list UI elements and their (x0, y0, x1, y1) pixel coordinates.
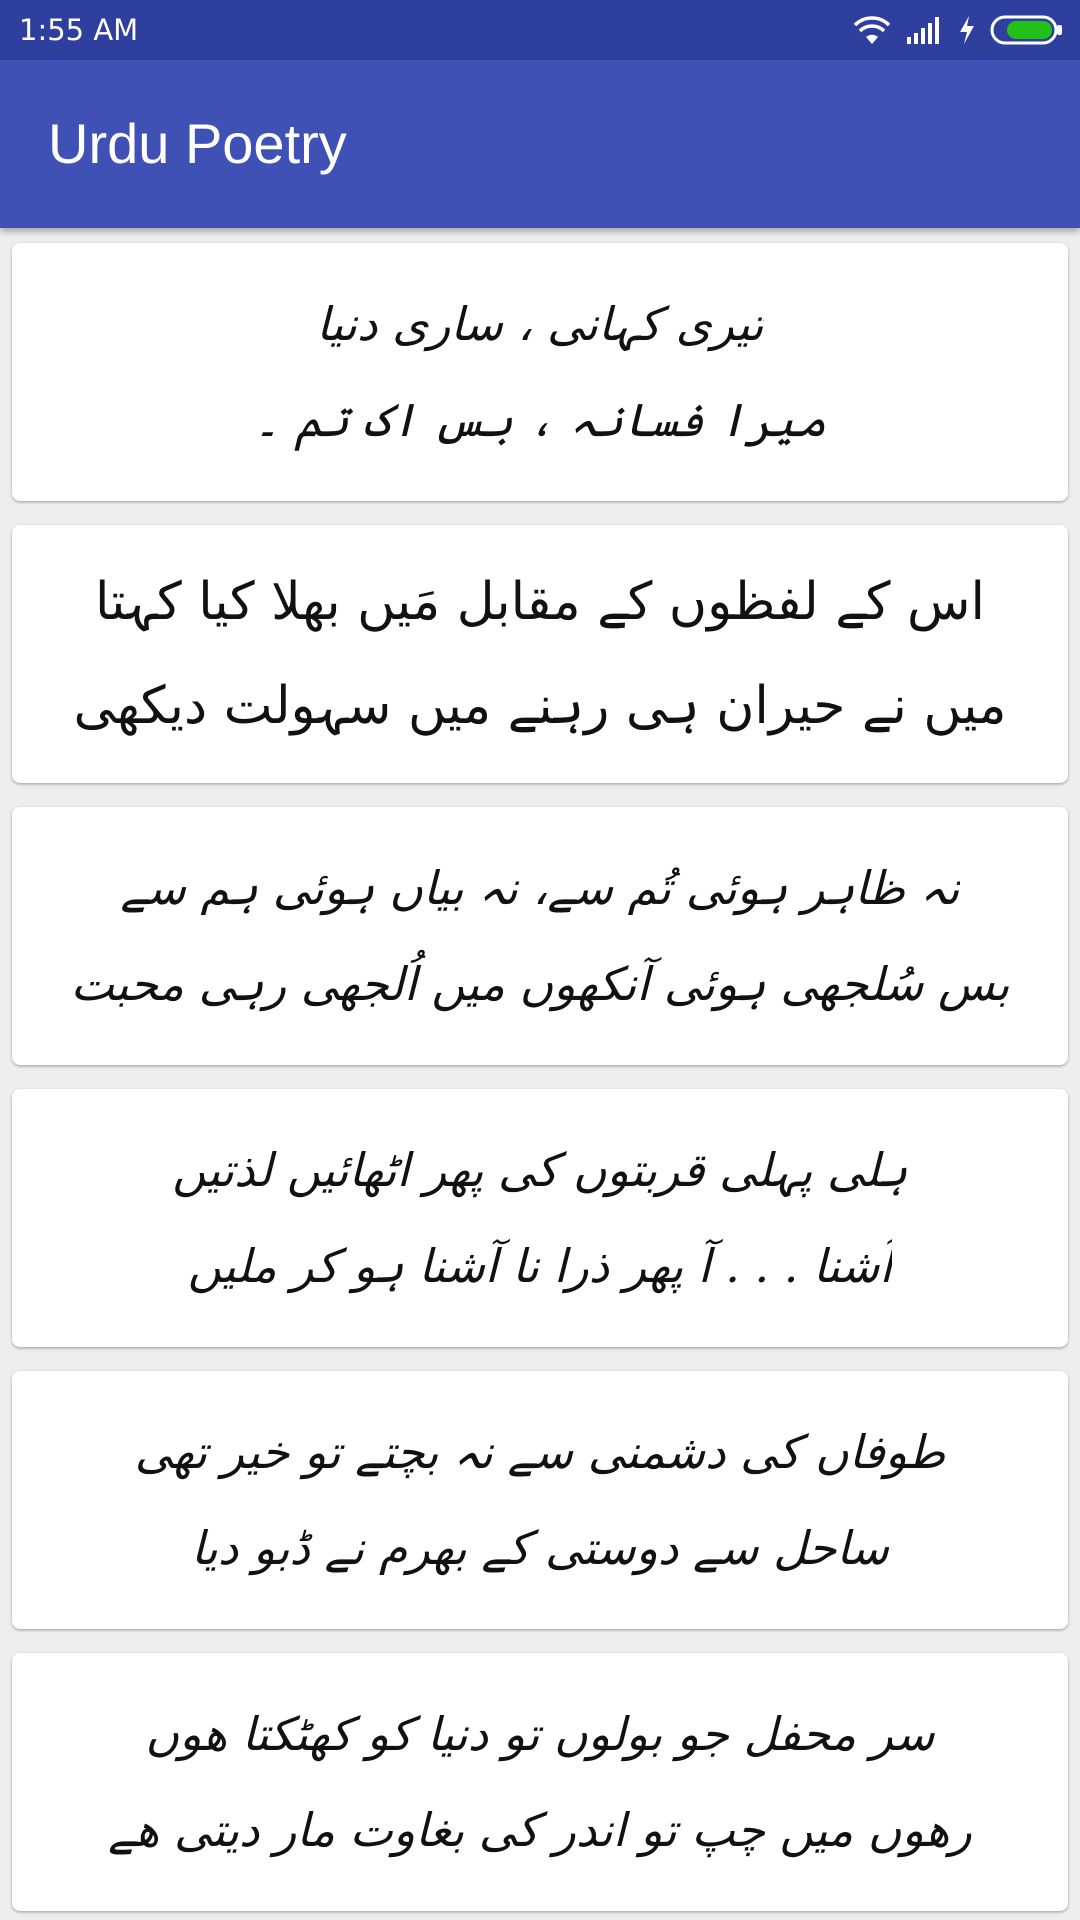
battery-icon (990, 14, 1064, 46)
poem-card[interactable] (12, 243, 1068, 501)
poem-line-1: سر محفل جو بولوں تو دنیا کو کھٹکتا ھوں (145, 1707, 935, 1761)
poem-line-2: بس سُلجھی ہوئی آنکھوں میں اُلجھی رہی محبت (70, 957, 1010, 1011)
wifi-icon (852, 14, 892, 46)
poem-card[interactable] (12, 1653, 1068, 1911)
status-icons (852, 10, 1064, 50)
poem-line-1: تیری کہانی ، ساری دنیا (316, 297, 764, 351)
poem-line-1: اس کے لفظوں کے مقابل مَیں بھلا کیا کہتا (95, 572, 985, 632)
charging-bolt-icon (958, 15, 976, 45)
poem-line-2: میں نے حیران ہی رہنے میں سہولت دیکھی (73, 676, 1007, 736)
poem-card[interactable] (12, 525, 1068, 783)
signal-icon (906, 15, 944, 45)
poem-card[interactable] (12, 1089, 1068, 1347)
status-bar (0, 0, 1080, 60)
poem-line-1: نہ ظاہر ہوئی تُم سے، نہ بیاں ہوئی ہم سے (120, 861, 960, 915)
app-title: Urdu Poetry (48, 112, 347, 175)
poem-line-2: آشنا . . . آ پھر ذرا نا آشنا ہو کر ملیں (187, 1239, 893, 1293)
poem-line-1: طوفاں کی دشمنی سے نہ بچتے تو خیر تھی (134, 1425, 946, 1479)
poem-list[interactable] (0, 228, 1080, 1920)
poem-line-2: ساحل سے دوستی کے بھرم نے ڈبو دیا (191, 1521, 889, 1575)
poem-card[interactable] (12, 1371, 1068, 1629)
poem-card[interactable] (12, 807, 1068, 1065)
app-bar (0, 60, 1080, 228)
poem-line-2: میرا فسانہ ، بس اک تم ۔ (253, 393, 827, 447)
status-time: 1:55 AM (19, 13, 139, 47)
poem-line-1: ہلی پہلی قربتوں کی پھر اٹھائیں لذتیں (172, 1143, 908, 1197)
poem-line-2: رھوں میں چپ تو اندر کی بغاوت مار دیتی ھے (108, 1803, 972, 1857)
